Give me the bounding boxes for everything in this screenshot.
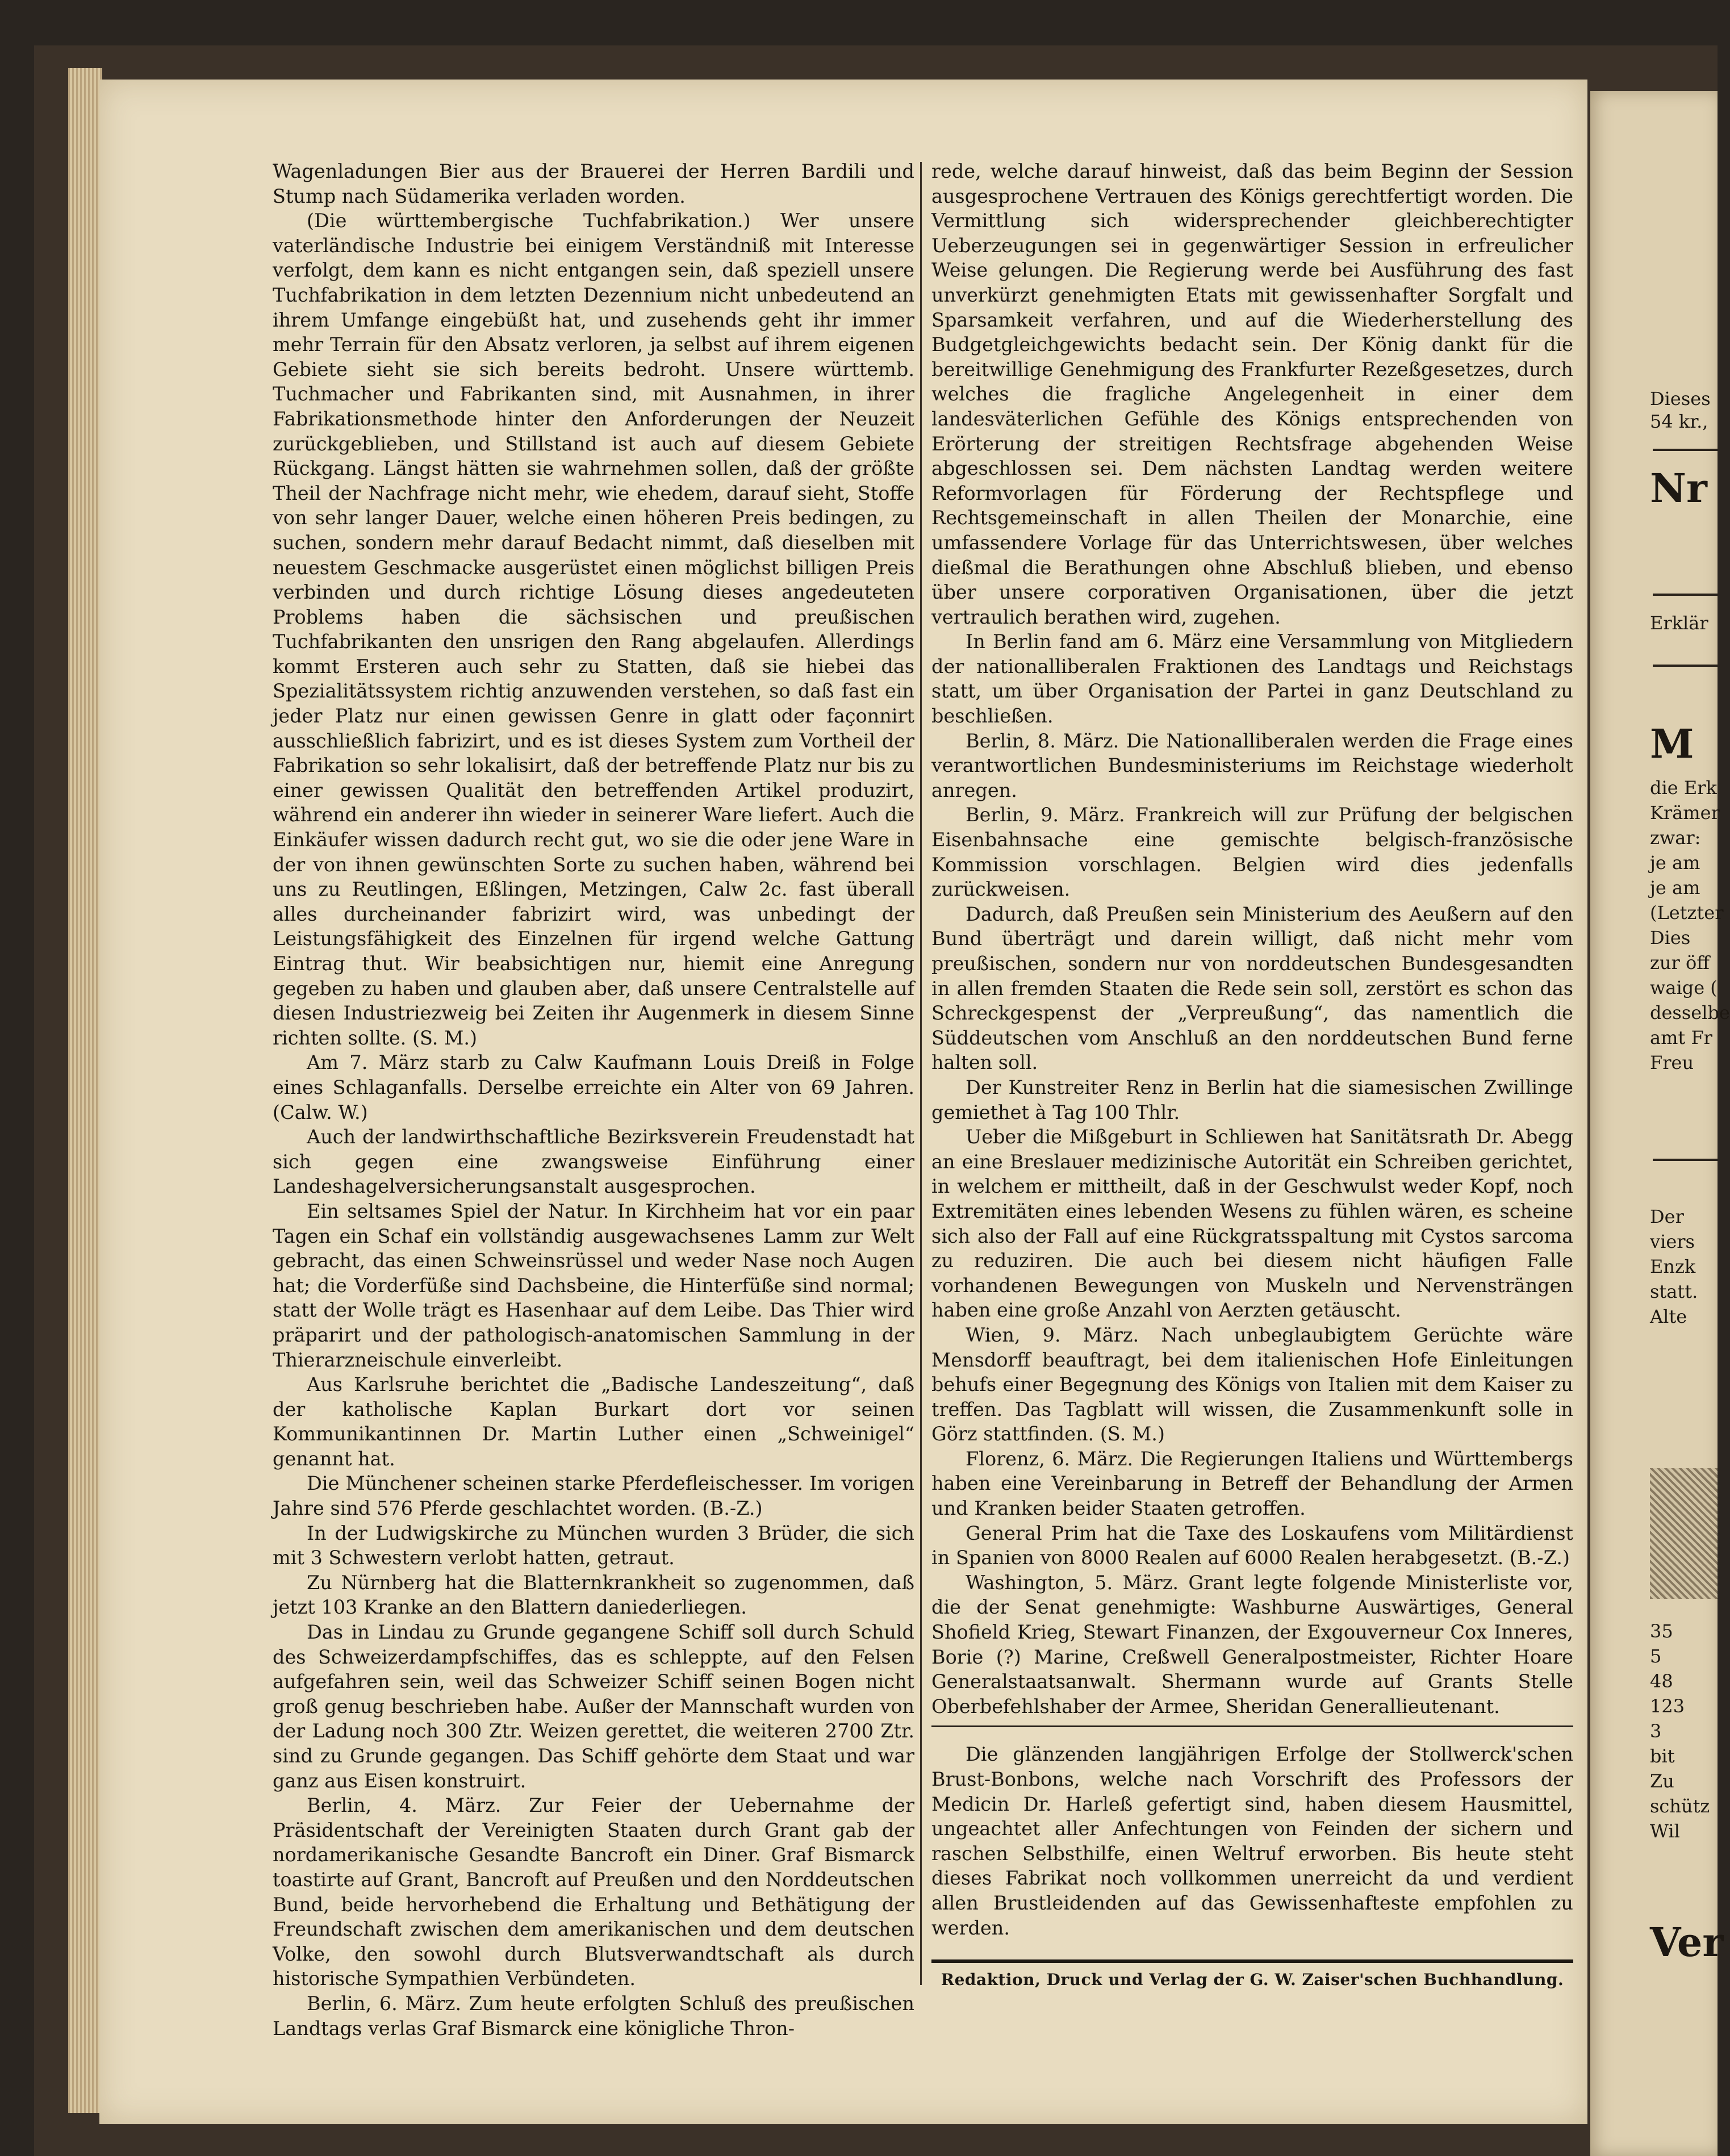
article-paragraph: Die Münchener scheinen starke Pferdefleischesser. Im vorigen Jahre sind 576 Pferde geschlachtet worden. (B.-Z.)	[273, 1472, 914, 1520]
right-page-fragment: Dieses	[1650, 388, 1711, 410]
right-page-fragment: statt.	[1650, 1281, 1698, 1302]
article-paragraph: In Berlin fand am 6. März eine Versammlung von Mitgliedern der nationalliberalen Fraktionen des Landtags und Reichstags statt, um über Organisation der Partei in ganz Deutschland zu beschließen.	[931, 630, 1573, 728]
article-paragraph: Das in Lindau zu Grunde gegangene Schiff soll durch Schuld des Schweizerdampfschiffes, das es schleppte, auf den Felsen aufgefahren sein, weil das Schweizer Schiff seinen Bogen nicht groß genug beschrieben habe. Außer der Mannschaft wurden von der Ladung noch 300 Ztr. Weizen gerettet, die weiteren 2700 Ztr. sind zu Grunde gegangen. Das Schiff gehörte dem Staat und war ganz aus Eisen konstruirt.	[273, 1621, 914, 1792]
right-column-articles	[931, 159, 1573, 1719]
right-page-fragment: zwar:	[1650, 827, 1701, 849]
article-paragraph: Berlin, 4. März. Zur Feier der Uebernahme der Präsidentschaft der Vereinigten Staaten durch Grant gab der nordamerikanische Gesandte Bancroft ein Diner. Graf Bismarck toastirte auf Grant, Bancroft auf Preußen und den Norddeutschen Bund, beide hervorhebend die Erhaltung und Bethätigung der Freundschaft zwischen dem amerikanischen und dem deutschen Volke, den sowohl durch Blutsverwandtschaft als durch historische Sympathien Verbündeten.	[273, 1794, 914, 1990]
article-paragraph: Aus Karlsruhe berichtet die „Badische Landeszeitung“, daß der katholische Kaplan Burkart dort vor seinen Kommunikantinnen Dr. Martin Luther einen „Schweinigel“ genannt hat.	[273, 1373, 914, 1470]
right-page-fragment: 5	[1650, 1645, 1662, 1667]
right-page-fragment: amt Fr	[1650, 1027, 1712, 1048]
right-page-fragment: je am	[1650, 852, 1700, 874]
right-page-fragment: schütz	[1650, 1795, 1710, 1817]
article-paragraph: Auch der landwirthschaftliche Bezirksverein Freudenstadt hat sich gegen eine zwangsweise Einführung einer Landeshagelversicherungsanstalt ausgesprochen.	[273, 1126, 914, 1198]
article-paragraph: In der Ludwigskirche zu München wurden 3 Brüder, die sich mit 3 Schwestern verlobt hatten, getraut.	[273, 1522, 914, 1569]
notice-divider	[931, 1725, 1573, 1727]
right-page-fragment: bit	[1650, 1745, 1675, 1767]
article-paragraph: Berlin, 8. März. Die Nationalliberalen werden die Frage eines verantwortlichen Bundesministeriums im Reichstage wiederholt anregen.	[931, 729, 1573, 801]
article-paragraph: (Die württembergische Tuchfabrikation.) Wer unsere vaterländische Industrie bei einigem Verständniß mit Interesse verfolgt, dem kann es nicht entgangen sein, daß speziell unsere Tuchfabrikation in dem letzten Dezennium nicht unbedeutend an ihrem Umfange eingebüßt hat, und zusehends geht ihr immer mehr Terrain für den Absatz verloren, ja selbst auf ihrem eigenen Gebiete sieht sie sich bereits bedroht. Unsere württemb. Tuchmacher und Fabrikanten sind, mit Ausnahmen, in ihrer Fabrikationsmethode hinter den Anforderungen der Neuzeit zurückgeblieben, und Stillstand ist auch auf diesem Gebiete Rückgang. Längst hätten sie wahrnehmen sollen, daß der größte Theil der Nachfrage nicht mehr, wie ehedem, darauf sieht, Stoffe von sehr langer Dauer, welche einen höheren Preis bedingen, zu suchen, sondern mehr darauf Bedacht nimmt, daß dieselben mit neuestem Geschmacke ausgerüstet einen möglichst billigen Preis verbinden und durch richtige Lösung dieses angedeuteten Problems haben die sächsischen und preußischen Tuchfabrikanten den unsrigen den Rang abgelaufen. Allerdings kommt Ersteren auch sehr zu Statten, daß sie hiebei das Spezialitätssystem richtig anzuwenden verstehen, so daß fast ein jeder Platz nur einen gewissen Genre in glatt oder façonnirt ausschließlich fabrizirt, und es ist dieses System zum Vortheil der Fabrikation so sehr lokalisirt, daß der betreffende Platz nur bis zu einer gewissen Qualität den betreffenden Artikel produzirt, während ein anderer ihn wieder in seinerer Ware liefert. Auch die Einkäufer wissen dadurch recht gut, wo sie die oder jene Ware in der von ihnen gewünschten Sorte zu suchen haben, während bei uns zu Reutlingen, Eßlingen, Metzingen, Calw 2c. fast überall alles durcheinander fabrizirt wird, was unbedingt der Leistungsfähigkeit des Einzelnen für irgend welche Gattung Eintrag thut. Wir beabsichtigen nur, hiemit eine Anregung gegeben zu haben und glauben aber, daß unsere Centralstelle auf diesen Industriezweig bei Zeiten ihr Augenmerk in diesem Sinne richten sollte. (S. M.)	[273, 210, 914, 1049]
right-page-fragment: Der	[1650, 1206, 1684, 1227]
article-paragraph: Dadurch, daß Preußen sein Ministerium des Aeußern auf den Bund überträgt und darein willigt, daß nicht mehr vom preußischen, sondern nur von norddeutschen Bundesgesandten in allen fremden Staaten die Rede sein soll, zerstört es schon das Schreckgespenst der „Verpreußung“, das namentlich die Süddeutschen vom Anschluß an den norddeutschen Bund ferne halten soll.	[931, 902, 1573, 1074]
right-page-fragment: Enzk	[1650, 1256, 1696, 1277]
right-page-fragment: 54 kr.,	[1650, 411, 1708, 432]
stollwerck-notice: Die glänzenden langjährigen Erfolge der Stollwerck'schen Brust-Bonbons, welche nach Vorschrift des Professors der Medicin Dr. Harleß gefertigt sind, haben diesem Hausmittel, ungeachtet aller Anfechtungen von Feinden der sichern und raschen Selbsthilfe, einen Weltruf erworben. Bis heute steht dieses Fabrikat noch vollkommen unerreicht da und verdient allen Brustleidenden auf das Gewissenhafteste empfohlen zu werden.	[931, 1743, 1573, 1939]
right-page-fragment: (Letzter	[1650, 902, 1724, 924]
right-page-fragment: Zu	[1650, 1770, 1674, 1792]
article-paragraph: Berlin, 9. März. Frankreich will zur Prüfung der belgischen Eisenbahnsache eine gemischte belgisch-französische Kommission vorschlagen. Belgien wird dies jedenfalls zurückweisen.	[931, 804, 1573, 901]
article-paragraph: Wien, 9. März. Nach unbeglaubigtem Gerüchte wäre Mensdorff beauftragt, bei dem italienischen Hofe Einleitungen behufs einer Begegnung des Königs von Italien mit dem Kaiser zu treffen. Das Tagblatt will wissen, die Zusammenkunft solle in Görz stattfinden. (S. M.)	[931, 1323, 1573, 1445]
right-page-fragment: 123	[1650, 1695, 1685, 1717]
right-page-fragment: je am	[1650, 877, 1700, 899]
right-page-rule	[1653, 1159, 1718, 1161]
right-column	[931, 159, 1573, 1991]
right-page-fragment: Krämer	[1650, 802, 1720, 824]
right-page-fragment: zur öff	[1650, 952, 1710, 973]
article-paragraph: Ueber die Mißgeburt in Schliewen hat Sanitätsrath Dr. Abegg an eine Breslauer medizinische Autorität ein Schreiben gerichtet, in welchem er mittheilt, daß in der Geschwulst weder Kopf, noch Extremitäten eines lebenden Wesens zu fühlen wären, es scheine sich also der Fall auf eine Rückgratsspaltung mit Cystos sarcoma zu reduziren. Die auch bei diesem nicht häufigen Falle vorhandenen Bewegungen von Muskeln und Nervensträngen haben eine große Anzahl von Aerzten getäuscht.	[931, 1126, 1573, 1322]
right-page-fragment: 3	[1650, 1720, 1662, 1742]
right-page-fragment: 35	[1650, 1620, 1673, 1642]
right-page-rule	[1653, 449, 1718, 451]
page-edges	[68, 68, 102, 2113]
imprint: Redaktion, Druck und Verlag der G. W. Zaiser'schen Buchhandlung.	[941, 1970, 1564, 1990]
column-divider	[920, 162, 922, 1985]
right-page-fragment: Freu	[1650, 1052, 1694, 1073]
right-page-fragment: Wil	[1650, 1820, 1680, 1842]
imprint-divider	[931, 1959, 1573, 1963]
article-paragraph: Washington, 5. März. Grant legte folgende Ministerliste vor, die der Senat genehmigte: Washburne Auswärtiges, General Shofield Krieg, Stewart Finanzen, der Exgouverneur Cox Inneres, Borie (?) Marine, Creßwell Generalpostmeister, Richter Hoare Generalstaatsanwalt. Shermann wurde auf Grants Stelle Oberbefehlshaber der Armee, Sheridan Generallieutenant.	[931, 1571, 1573, 1718]
article-paragraph: Ein seltsames Spiel der Natur. In Kirchheim hat vor ein paar Tagen ein Schaf ein vollständig ausgewachsenes Lamm zur Welt gebracht, das einen Schweinsrüssel und weder Nase noch Augen hat; die Vorderfüße sind Dachsbeine, die Hinterfüße sind normal; statt der Wolle trägt es Hasenhaar auf dem Leibe. Das Thier wird präparirt und der pathologisch-anatomischen Sammlung in der Thierarzneischule einverleibt.	[273, 1200, 914, 1371]
article-paragraph: Wagenladungen Bier aus der Brauerei der Herren Bardili und Stump nach Südamerika verladen worden.	[273, 160, 914, 207]
article-paragraph: rede, welche darauf hinweist, daß das beim Beginn der Session ausgesprochene Vertrauen des Königs gerechtfertigt worden. Die Vermittlung sich widersprechender gleichberechtigter Ueberzeugungen sei in gegenwärtiger Session in erfreulicher Weise gelungen. Die Regierung werde bei Ausführung des fast unverkürzt genehmigten Etats mit gewissenhafter Sorgfalt und Sparsamkeit verfahren, und auf die Wiederherstellung des Budgetgleichgewichts bedacht sein. Der König dankt für die bereitwillige Genehmigung des Frankfurter Rezeßgesetzes, durch welches die fragliche Angelegenheit in einer dem landesväterlichen Gefühle des Königs entsprechenden von Erörterung der streitigen Rechtsfrage abgehenden Weise abgeschlossen sei. Dem nächsten Landtag werden weitere Reformvorlagen für Förderung der Rechtspflege und Rechtsgemeinschaft in allen Theilen der Monarchie, eine umfassendere Vorlage für das Unterrichtswesen, über welches dießmal die Berathungen ohne Abschluß blieben, und ebenso über unsere corporativen Organisationen, über die jetzt vertraulich berathen wird, zugehen.	[931, 160, 1573, 628]
right-page-illustration	[1650, 1468, 1718, 1599]
right-page-heading: Nr	[1650, 465, 1707, 512]
article-paragraph: Am 7. März starb zu Calw Kaufmann Louis Dreiß in Folge eines Schlaganfalls. Derselbe erreichte ein Alter von 69 Jahren. (Calw. W.)	[273, 1051, 914, 1123]
article-paragraph: Der Kunstreiter Renz in Berlin hat die siamesischen Zwillinge gemiethet à Tag 100 Thlr.	[931, 1076, 1573, 1123]
article-paragraph: Florenz, 6. März. Die Regierungen Italiens und Württembergs haben eine Vereinbarung in Betreff der Behandlung der Armen und Kranken beider Staaten getroffen.	[931, 1447, 1573, 1520]
right-page-fragment: Erklär	[1650, 612, 1708, 634]
right-page-heading: Ver	[1650, 1919, 1724, 1966]
article-paragraph: Zu Nürnberg hat die Blatternkrankheit so zugenommen, daß jetzt 103 Kranke an den Blattern daniederliegen.	[273, 1571, 914, 1619]
right-page-rule	[1653, 594, 1718, 596]
article-paragraph: General Prim hat die Taxe des Loskaufens vom Militärdienst in Spanien von 8000 Realen auf 6000 Realen herabgesetzt. (B.-Z.)	[931, 1522, 1573, 1569]
right-page-rule	[1653, 665, 1718, 667]
right-page-fragment: die Erk	[1650, 777, 1717, 799]
right-page-fragment: 48	[1650, 1670, 1673, 1692]
left-column	[273, 159, 914, 2041]
right-page-heading: M	[1650, 720, 1694, 767]
right-page-fragment: desselbe	[1650, 1002, 1730, 1023]
article-paragraph: Berlin, 6. März. Zum heute erfolgten Schluß des preußischen Landtags verlas Graf Bismarck eine königliche Thron-	[273, 1992, 914, 2040]
right-page-fragment: viers	[1650, 1231, 1695, 1252]
right-page-fragment: Dies	[1650, 927, 1691, 949]
right-page-fragment: Alte	[1650, 1306, 1687, 1327]
right-page-fragment: waige (	[1650, 977, 1718, 998]
